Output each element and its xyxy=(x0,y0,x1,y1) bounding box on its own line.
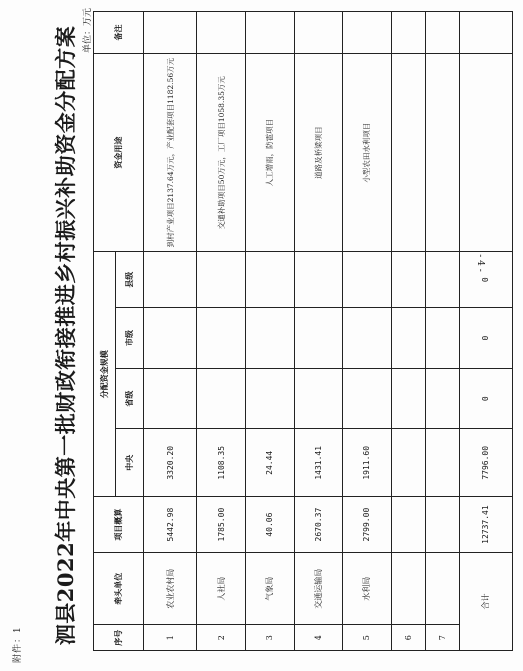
cell-usage: 交通补助项目50万元，工厂项目1058.35万元 xyxy=(197,54,246,252)
cell-county xyxy=(343,252,392,308)
cell-county xyxy=(197,252,246,308)
cell-seq: 6 xyxy=(391,625,425,651)
table-body xyxy=(144,12,513,651)
cell-budget: 2670.37 xyxy=(294,497,343,553)
cell-seq: 2 xyxy=(197,625,246,651)
cell-county xyxy=(425,252,459,308)
cell-municipal xyxy=(197,308,246,369)
cell-usage: 到村产业项目2137.64万元，产业配套项目1182.56万元 xyxy=(144,54,197,252)
cell-seq: 5 xyxy=(343,625,392,651)
cell-dept: 人社局 xyxy=(197,553,246,625)
cell-budget: 2799.00 xyxy=(343,497,392,553)
total-label: 合计 xyxy=(459,553,512,651)
cell-budget: 40.06 xyxy=(245,497,294,553)
cell-remark xyxy=(391,12,425,54)
cell-budget: 1785.00 xyxy=(197,497,246,553)
header-usage: 资金用途 xyxy=(94,54,144,252)
cell-seq: 1 xyxy=(144,625,197,651)
cell-usage xyxy=(391,54,425,252)
total-usage xyxy=(459,54,512,252)
cell-usage: 人工增雨，防雹项目 xyxy=(245,54,294,252)
cell-dept: 农业农村局 xyxy=(144,553,197,625)
header-budget: 项目概算 xyxy=(94,497,144,553)
cell-budget xyxy=(425,497,459,553)
cell-central: 1108.35 xyxy=(197,429,246,497)
cell-budget: 5442.98 xyxy=(144,497,197,553)
cell-dept xyxy=(391,553,425,625)
cell-municipal xyxy=(425,308,459,369)
cell-dept: 水利局 xyxy=(343,553,392,625)
total-county: 0 xyxy=(459,252,512,308)
cell-provincial xyxy=(294,368,343,429)
cell-usage: 小型农田水利项目 xyxy=(343,54,392,252)
header-dept: 牵头单位 xyxy=(94,553,144,625)
cell-county xyxy=(245,252,294,308)
cell-provincial xyxy=(343,368,392,429)
cell-remark xyxy=(425,12,459,54)
table-row xyxy=(197,12,246,651)
cell-remark xyxy=(343,12,392,54)
cell-remark xyxy=(144,12,197,54)
cell-county xyxy=(144,252,197,308)
cell-central: 3320.20 xyxy=(144,429,197,497)
cell-budget xyxy=(391,497,425,553)
cell-municipal xyxy=(343,308,392,369)
cell-municipal xyxy=(294,308,343,369)
total-remark xyxy=(459,12,512,54)
header-municipal: 市级 xyxy=(116,308,144,369)
cell-municipal xyxy=(391,308,425,369)
attachment-label: 附件：1 xyxy=(13,626,23,663)
table-row xyxy=(391,12,425,651)
cell-municipal xyxy=(144,308,197,369)
cell-remark xyxy=(197,12,246,54)
cell-dept: 交通运输局 xyxy=(294,553,343,625)
cell-provincial xyxy=(197,368,246,429)
cell-remark xyxy=(294,12,343,54)
cell-provincial xyxy=(391,368,425,429)
allocation-table xyxy=(93,11,513,651)
cell-provincial xyxy=(245,368,294,429)
cell-county xyxy=(391,252,425,308)
cell-provincial xyxy=(144,368,197,429)
header-provincial: 省级 xyxy=(116,368,144,429)
cell-seq: 3 xyxy=(245,625,294,651)
header-alloc: 分配资金规模 xyxy=(94,252,116,497)
cell-seq: 4 xyxy=(294,625,343,651)
unit-label: 单位：万元 xyxy=(83,8,93,54)
cell-central: 24.44 xyxy=(245,429,294,497)
total-row xyxy=(459,12,512,651)
cell-central xyxy=(391,429,425,497)
table-row xyxy=(343,12,392,651)
cell-usage xyxy=(425,54,459,252)
cell-dept: 气象局 xyxy=(245,553,294,625)
cell-municipal xyxy=(245,308,294,369)
total-budget: 12737.41 xyxy=(459,497,512,553)
total-municipal: 0 xyxy=(459,308,512,369)
table-row xyxy=(294,12,343,651)
document-title: 泗县2022年中央第一批财政衔接推进乡村振兴补助资金分配方案 xyxy=(53,25,78,646)
total-provincial: 0 xyxy=(459,368,512,429)
cell-central: 1431.41 xyxy=(294,429,343,497)
header-central: 中央 xyxy=(116,429,144,497)
table-row xyxy=(245,12,294,651)
cell-central: 1911.60 xyxy=(343,429,392,497)
header-seq: 序号 xyxy=(94,625,144,651)
cell-central xyxy=(425,429,459,497)
cell-provincial xyxy=(425,368,459,429)
header-county: 县级 xyxy=(116,252,144,308)
cell-usage: 道路及桥梁项目 xyxy=(294,54,343,252)
table-row xyxy=(425,12,459,651)
header-remark: 备注 xyxy=(94,12,144,54)
cell-remark xyxy=(245,12,294,54)
table-row xyxy=(144,12,197,651)
total-central: 7796.00 xyxy=(459,429,512,497)
cell-seq: 7 xyxy=(425,625,459,651)
cell-county xyxy=(294,252,343,308)
cell-dept xyxy=(425,553,459,625)
page-number: - 4 - xyxy=(474,254,485,272)
